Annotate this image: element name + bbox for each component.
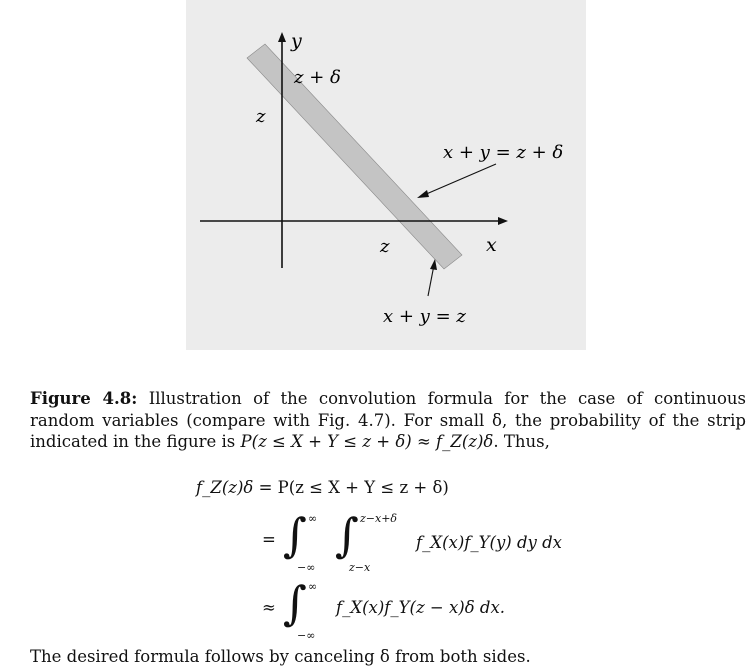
single-integral-lower: −∞ xyxy=(297,629,316,642)
outer-integral-lower: −∞ xyxy=(297,561,316,574)
z-tick-y-label: z xyxy=(256,106,266,127)
closing-sentence: The desired formula follows by canceling δ from both sides. xyxy=(30,647,531,666)
z-tick-x-label: z xyxy=(380,236,390,257)
inner-integral-sign: ∫ xyxy=(335,508,359,562)
single-integral-upper: ∞ xyxy=(308,580,318,593)
single-integral-integrand: f_X(x)f_Y(z − x)δ dx. xyxy=(336,598,506,617)
z-delta-label: z + δ xyxy=(294,67,341,88)
equation-lhs: f_Z(z)δ xyxy=(196,478,254,497)
lower-line-label: x + y = z xyxy=(383,306,466,327)
equation-line-1 xyxy=(196,478,449,497)
caption-probability-expression: P(z ≤ X + Y ≤ z + δ) ≈ f_Z(z)δ xyxy=(240,432,494,451)
equation-line1-rhs: = P(z ≤ X + Y ≤ z + δ) xyxy=(258,478,449,497)
equation-line-3-op: ≈ xyxy=(262,598,276,617)
equation-line-2-op: = xyxy=(262,530,276,549)
single-integral-sign: ∫ xyxy=(283,576,307,630)
inner-integral-upper: z−x+δ xyxy=(360,512,398,525)
caption-text-2: . Thus, xyxy=(493,432,550,451)
caption-text-1: Illustration of the convolution formula for the case of continuous random variables (compare with Fig. 4.7). For small δ, the probability of the strip indicated in the figure is xyxy=(30,389,746,451)
outer-integral-sign: ∫ xyxy=(283,508,307,562)
inner-integral-lower: z−x xyxy=(349,561,371,574)
double-integral-integrand: f_X(x)f_Y(y) dy dx xyxy=(416,533,562,552)
x-axis-label: x xyxy=(486,234,497,256)
figure-number: Figure 4.8: xyxy=(30,389,138,408)
outer-integral-upper: ∞ xyxy=(308,512,318,525)
upper-line-label: x + y = z + δ xyxy=(443,142,564,163)
y-axis-label: y xyxy=(291,30,302,52)
figure-caption xyxy=(30,388,746,453)
